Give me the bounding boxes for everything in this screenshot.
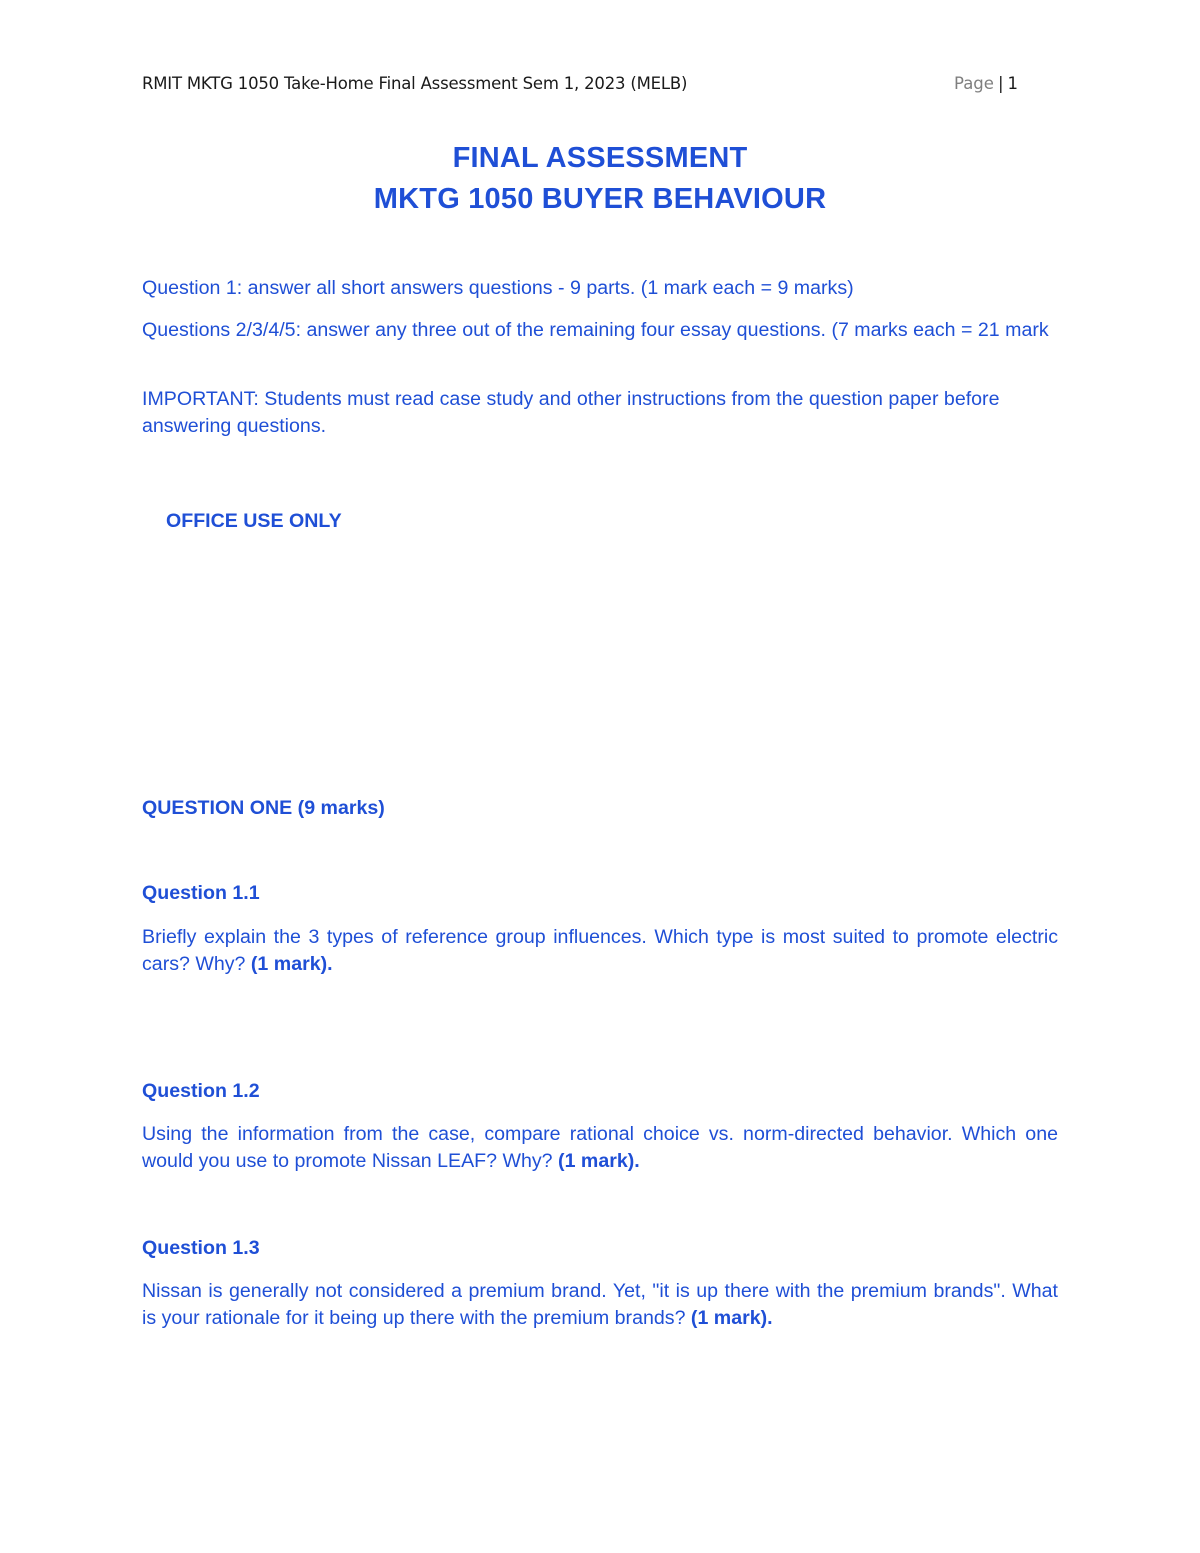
question-one-heading: QUESTION ONE (9 marks) [142,797,385,819]
page-label: Page [953,74,994,93]
page-separator: | [997,74,1004,93]
question-1-3-text: Nissan is generally not considered a premium brand. Yet, "it is up there with the premium brands". What is your rationale for it being up there with the premium brands? [142,1280,1058,1329]
instruction-question-1: Question 1: answer all short answers questions - 9 parts. (1 mark each = 9 marks) [142,277,854,299]
instruction-questions-2-5: Questions 2/3/4/5: answer any three out of the remaining four essay questions. (7 marks each = 21 mark [142,319,1049,341]
question-1-2-mark: (1 mark). [558,1150,640,1172]
question-1-2-heading: Question 1.2 [142,1080,260,1102]
question-1-2-body [142,1121,1058,1175]
document-title-line-1: FINAL ASSESSMENT [452,142,748,174]
page-number: 1 [1007,74,1018,93]
question-1-1-body [142,924,1058,978]
page-number-header [954,74,1018,93]
document-title-line-2: MKTG 1050 BUYER BEHAVIOUR [373,183,827,215]
question-1-1-mark: (1 mark). [250,953,333,975]
question-1-2-text: Using the information from the case, compare rational choice vs. norm-directed behavior. Which one would you use to promote Nissan LEAF? Why? [142,1123,1058,1172]
question-1-1-heading: Question 1.1 [142,882,260,904]
question-1-3-body [142,1278,1058,1332]
question-1-3-heading: Question 1.3 [142,1237,260,1259]
office-use-label: OFFICE USE ONLY [166,510,342,532]
question-1-3-mark: (1 mark). [690,1307,773,1329]
instruction-important: IMPORTANT: Students must read case study and other instructions from the question paper before answering questions. [142,388,1000,437]
question-1-1-text: Briefly explain the 3 types of reference group influences. Which type is most suited to promote electric cars? Why? [142,926,1058,975]
running-header-title: RMIT MKTG 1050 Take-Home Final Assessment Sem 1, 2023 (MELB) [142,74,688,93]
